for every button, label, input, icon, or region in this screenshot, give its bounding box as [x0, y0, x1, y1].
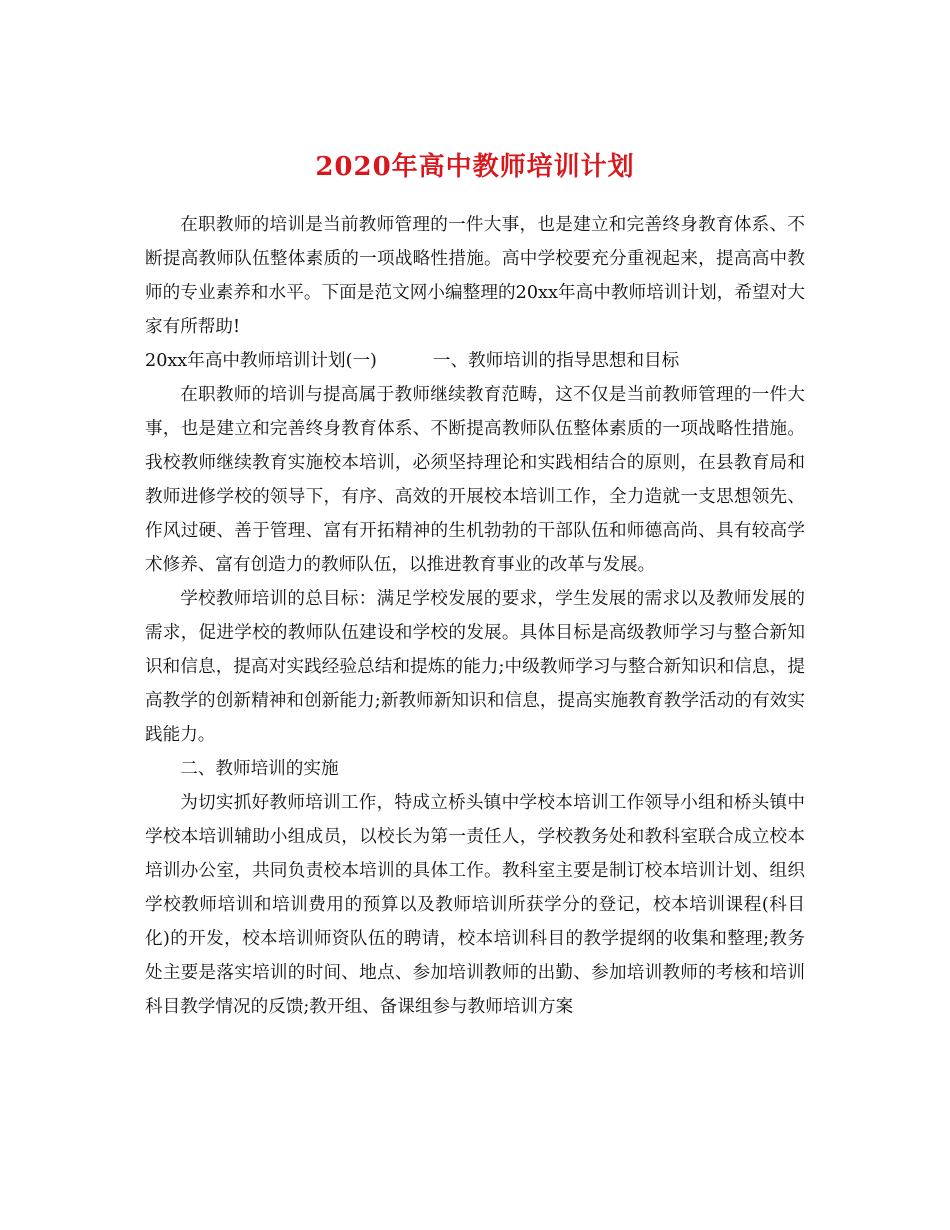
intro-paragraph: 在职教师的培训是当前教师管理的一件大事，也是建立和完善终身教育体系、不断提高教师队伍整体素质的一项战略性措施。高中学校要充分重视起来，提高高中教师的专业素养和水平。下面是范文网小编整理的20xx年高中教师培训计划，希望对大家有所帮助!: [145, 215, 805, 337]
section1-heading: 一、教师培训的指导思想和目标: [432, 351, 680, 371]
plan-label: 20xx年高中教师培训计划(一): [145, 351, 377, 371]
section2-heading: 二、教师培训的实施: [180, 759, 339, 779]
plan-subheading-line: [145, 344, 805, 378]
document-body: [145, 208, 805, 1024]
document-title: 2020年高中教师培训计划: [315, 152, 635, 183]
section1-paragraph-2: 学校教师培训的总目标：满足学校发展的要求，学生发展的需求以及教师发展的需求，促进学校的教师队伍建设和学校的发展。具体目标是高级教师学习与整合新知识和信息，提高对实践经验总结和提炼的能力;中级教师学习与整合新知识和信息，提高教学的创新精神和创新能力;新教师新知识和信息，提高实施教育教学活动的有效实践能力。: [145, 589, 805, 745]
section1-paragraph-1: 在职教师的培训与提高属于教师继续教育范畴，这不仅是当前教师管理的一件大事，也是建立和完善终身教育体系、不断提高教师队伍整体素质的一项战略性措施。我校教师继续教育实施校本培训，必须坚持理论和实践相结合的原则，在县教育局和教师进修学校的领导下，有序、高效的开展校本培训工作，全力造就一支思想领先、作风过硬、善于管理、富有开拓精神的生机勃勃的干部队伍和师德高尚、具有较高学术修养、富有创造力的教师队伍，以推进教育事业的改革与发展。: [145, 385, 805, 575]
section2-paragraph-1: 为切实抓好教师培训工作，特成立桥头镇中学校本培训工作领导小组和桥头镇中学校本培训辅助小组成员，以校长为第一责任人，学校教务处和教科室联合成立校本培训办公室，共同负责校本培训的具体工作。教科室主要是制订校本培训计划、组织学校教师培训和培训费用的预算以及教师培训所获学分的登记，校本培训课程(科目化)的开发，校本培训师资队伍的聘请，校本培训科目的教学提纲的收集和整理;教务处主要是落实培训的时间、地点、参加培训教师的出勤、参加培训教师的考核和培训科目教学情况的反馈;教开组、备课组参与教师培训方案: [145, 793, 805, 1017]
